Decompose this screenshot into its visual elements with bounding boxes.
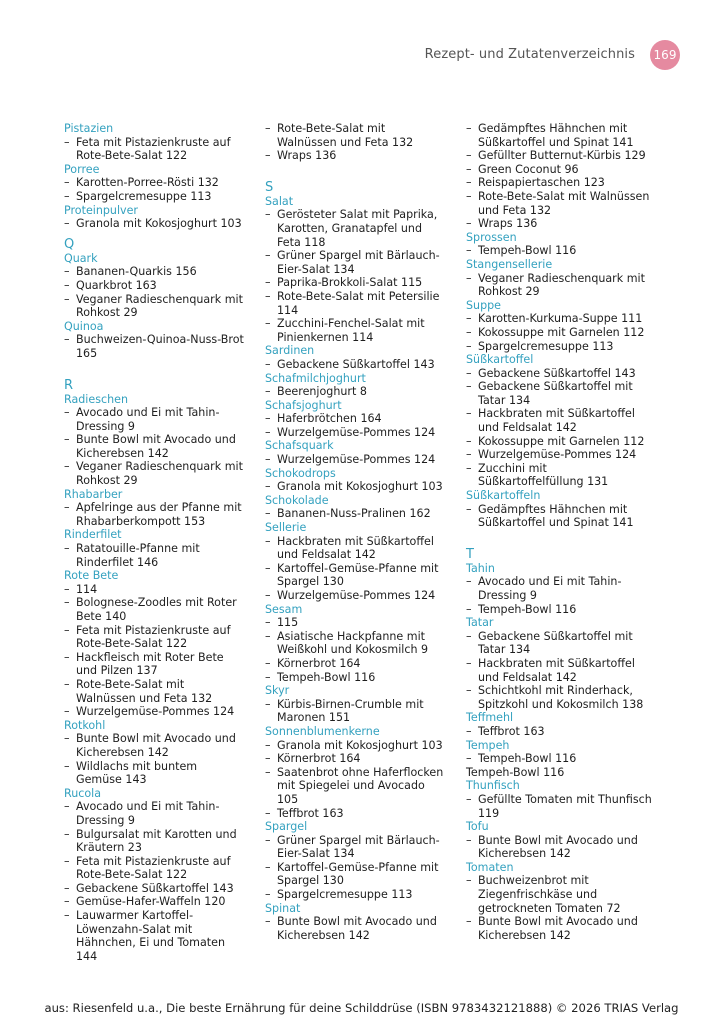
index-entry: – Hackbraten mit Süßkartoffel und Feldsalat 142 [466,657,652,684]
index-entry: – Bolognese-Zoodles mit Roter Bete 140 [64,596,244,623]
index-entry: – Kürbis-Birnen-Crumble mit Maronen 151 [265,698,445,725]
index-letter-heading: T [466,546,474,562]
index-entry: – 115 [265,616,445,630]
index-entry: – Kokossuppe mit Garnelen 112 [466,326,652,340]
index-entry: – Zucchini-Fenchel-Salat mit Pinienkernen 114 [265,317,445,344]
index-entry: – Reispapiertaschen 123 [466,176,652,190]
index-entry: – Veganer Radieschenquark mit Rohkost 29 [64,460,244,487]
index-entry: – Avocado und Ei mit Tahin-Dressing 9 [64,406,244,433]
footer-citation: aus: Riesenfeld u.a., Die beste Ernährung für deine Schilddrüse (ISBN 9783432121888) © 2026 TRIAS Verlag [44,1001,679,1015]
index-entry: – Veganer Radieschenquark mit Rohkost 29 [64,293,244,320]
index-entry: – Ratatouille-Pfanne mit Rinderfilet 146 [64,542,244,569]
index-column-1 [64,122,244,963]
index-keyword: Salat [265,194,294,208]
index-entry: – Wraps 136 [466,217,652,231]
index-entry: – Granola mit Kokosjoghurt 103 [265,480,445,494]
index-entry: – Wurzelgemüse-Pommes 124 [64,705,244,719]
index-letter-heading: R [64,377,74,393]
index-entry: – Wurzelgemüse-Pommes 124 [265,589,445,603]
section-gap [64,361,244,372]
index-entry: – Rote-Bete-Salat mit Walnüssen und Feta 132 [265,122,445,149]
index-keyword: Pistazien [64,122,114,135]
index-entry: – Bunte Bowl mit Avocado und Kicherebsen 142 [265,915,445,942]
index-entry: – Tempeh-Bowl 116 [466,244,652,258]
index-entry: – Tempeh-Bowl 116 [466,603,652,617]
index-keyword: Porree [64,162,100,176]
index-entry: – Bananen-Nuss-Pralinen 162 [265,507,445,521]
index-entry: – Buchweizen-Quinoa-Nuss-Brot 165 [64,333,244,360]
index-entry: – Kartoffel-Gemüse-Pfanne mit Spargel 130 [265,861,445,888]
index-entry: – Bunte Bowl mit Avocado und Kicherebsen 142 [64,732,244,759]
index-column-3 [466,122,652,942]
index-keyword: Quinoa [64,319,104,333]
index-keyword: Quark [64,251,98,265]
index-keyword: Sprossen [466,230,517,244]
index-keyword: Tofu [466,820,489,834]
index-entry: – Feta mit Pistazienkruste auf Rote-Bete-Salat 122 [64,855,244,882]
index-entry: – Asiatische Hackpfanne mit Weißkohl und Kokosmilch 9 [265,630,445,657]
index-entry: – Avocado und Ei mit Tahin-Dressing 9 [466,575,652,602]
index-entry: – Spargelcremesuppe 113 [466,340,652,354]
index-entry: – Hackbraten mit Süßkartoffel und Feldsalat 142 [466,407,652,434]
index-entry: – Haferbrötchen 164 [265,412,445,426]
index-entry: – Wurzelgemüse-Pommes 124 [466,448,652,462]
index-entry: – Bunte Bowl mit Avocado und Kicherebsen 142 [466,915,652,942]
index-entry: – Bunte Bowl mit Avocado und Kicherebsen 142 [466,834,652,861]
index-entry: – Gebackene Süßkartoffel 143 [265,358,445,372]
index-entry: – Granola mit Kokosjoghurt 103 [64,217,244,231]
index-keyword: Süßkartoffel [466,353,534,367]
index-entry: – Buchweizenbrot mit Ziegenfrischkäse und getrockneten Tomaten 72 [466,874,652,915]
index-entry: – Gerösteter Salat mit Paprika, Karotten, Granatapfel und Feta 118 [265,208,445,249]
index-entry: – Spargelcremesuppe 113 [64,190,244,204]
index-entry: – Grüner Spargel mit Bärlauch-Eier-Salat 134 [265,834,445,861]
index-entry: – Tempeh-Bowl 116 [265,671,445,685]
index-entry: – Gebackene Süßkartoffel mit Tatar 134 [466,380,652,407]
index-entry: – Gemüse-Hafer-Waffeln 120 [64,895,244,909]
index-entry: – Lauwarmer Kartoffel-Löwenzahn-Salat mit Hähnchen, Ei und Tomaten 144 [64,909,244,963]
index-entry: – Avocado und Ei mit Tahin-Dressing 9 [64,800,244,827]
index-entry: – Wurzelgemüse-Pommes 124 [265,453,445,467]
index-entry: – Karotten-Kurkuma-Suppe 111 [466,312,652,326]
index-entry: – 114 [64,583,244,597]
running-head: Rezept- und Zutatenverzeichnis [424,47,635,62]
index-entry: – Zucchini mit Süßkartoffelfüllung 131 [466,462,652,489]
index-entry: – Gebackene Süßkartoffel mit Tatar 134 [466,630,652,657]
index-keyword: Schafmilchjoghurt [265,371,366,385]
index-entry: – Tempeh-Bowl 116 [466,752,652,766]
index-entry: – Grüner Spargel mit Bärlauch-Eier-Salat 134 [265,249,445,276]
index-entry: – Wurzelgemüse-Pommes 124 [265,426,445,440]
index-keyword: Stangensellerie [466,257,553,271]
index-entry: – Beerenjoghurt 8 [265,385,445,399]
index-entry: – Spargelcremesuppe 113 [265,888,445,902]
index-keyword: Tempeh [466,738,510,752]
index-keyword: Rucola [64,786,102,800]
index-keyword: Sonnenblumenkerne [265,724,380,738]
index-keyword: Sellerie [265,521,307,535]
index-entry: – Schichtkohl mit Rinderhack, Spitzkohl und Kokosmilch 138 [466,684,652,711]
index-letter-heading: Q [64,236,75,252]
index-keyword: Schafsquark [265,439,334,453]
page-number-badge: 169 [650,40,680,70]
index-entry: – Rote-Bete-Salat mit Walnüssen und Feta 132 [64,678,244,705]
index-keyword: Schafsjoghurt [265,398,342,412]
index-entry: – Körnerbrot 164 [265,752,445,766]
index-keyword: Rhabarber [64,487,123,501]
index-keyword: Rotkohl [64,718,106,732]
index-entry: – Teffbrot 163 [265,807,445,821]
index-keyword: Rote Bete [64,569,119,583]
index-keyword: Süßkartoffeln [466,489,541,503]
index-entry: – Gefüllte Tomaten mit Thunfisch 119 [466,793,652,820]
index-keyword: Thunfisch [466,779,520,793]
index-keyword: Skyr [265,684,290,698]
index-column-2 [265,122,445,942]
index-entry: – Granola mit Kokosjoghurt 103 [265,739,445,753]
index-entry: – Rote-Bete-Salat mit Petersilie 114 [265,290,445,317]
index-keyword: Schokodrops [265,466,336,480]
index-entry: – Quarkbrot 163 [64,279,244,293]
index-keyword: Suppe [466,298,501,312]
index-entry: – Bananen-Quarkis 156 [64,265,244,279]
index-entry: – Teffbrot 163 [466,725,652,739]
index-entry: – Paprika-Brokkoli-Salat 115 [265,276,445,290]
index-entry: – Veganer Radieschenquark mit Rohkost 29 [466,272,652,299]
index-keyword: Schokolade [265,493,329,507]
index-keyword: Spargel [265,820,308,834]
index-letter-heading: S [265,179,274,195]
index-entry: – Kartoffel-Gemüse-Pfanne mit Spargel 130 [265,562,445,589]
index-entry: – Apfelringe aus der Pfanne mit Rhabarberkompott 153 [64,501,244,528]
index-entry: – Hackbraten mit Süßkartoffel und Feldsalat 142 [265,535,445,562]
index-entry: – Gedämpftes Hähnchen mit Süßkartoffel und Spinat 141 [466,122,652,149]
index-entry: – Wildlachs mit buntem Gemüse 143 [64,760,244,787]
index-entry: – Feta mit Pistazienkruste auf Rote-Bete-Salat 122 [64,136,244,163]
index-entry: – Karotten-Porree-Rösti 132 [64,176,244,190]
index-entry: – Wraps 136 [265,149,445,163]
index-keyword: Tomaten [466,860,514,874]
index-entry: – Gefüllter Butternut-Kürbis 129 [466,149,652,163]
index-entry: – Green Coconut 96 [466,163,652,177]
index-entry: – Hackfleisch mit Roter Bete und Pilzen 137 [64,651,244,678]
index-keyword: Spinat [265,901,301,915]
index-entry: – Saatenbrot ohne Haferflocken mit Spiegelei und Avocado 105 [265,766,445,807]
index-keyword: Sesam [265,602,303,616]
index-entry: – Körnerbrot 164 [265,657,445,671]
index-keyword: Proteinpulver [64,203,138,217]
index-entry: – Gebackene Süßkartoffel 143 [64,882,244,896]
index-entry: – Gebackene Süßkartoffel 143 [466,367,652,381]
index-keyword: Sardinen [265,344,315,358]
index-entry: – Bunte Bowl mit Avocado und Kicherebsen 142 [64,433,244,460]
index-entry: Tempeh-Bowl 116 [466,765,565,779]
index-keyword: Radieschen [64,392,128,406]
index-entry: – Rote-Bete-Salat mit Walnüssen und Feta 132 [466,190,652,217]
index-entry: – Bulgursalat mit Karotten und Kräutern 23 [64,828,244,855]
index-keyword: Tatar [466,616,494,630]
index-entry: – Kokossuppe mit Garnelen 112 [466,435,652,449]
index-entry: – Feta mit Pistazienkruste auf Rote-Bete-Salat 122 [64,624,244,651]
index-keyword: Rinderfilet [64,528,122,542]
index-entry: – Gedämpftes Hähnchen mit Süßkartoffel und Spinat 141 [466,503,652,530]
section-gap [466,530,652,541]
section-gap [265,163,445,174]
index-keyword: Tahin [466,561,495,575]
index-keyword: Teffmehl [466,711,514,725]
